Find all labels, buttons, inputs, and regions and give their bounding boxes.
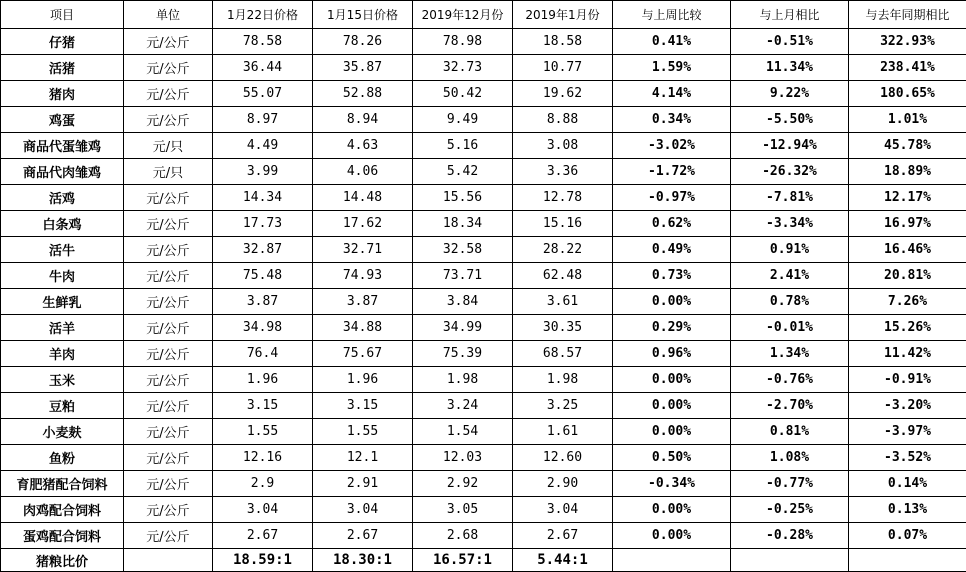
price-jan-2019-cell: 68.57 [513,341,613,367]
week-change-cell: 0.41% [613,29,731,55]
price-jan-2019-cell: 1.61 [513,419,613,445]
price-dec-2019-cell: 75.39 [413,341,513,367]
month-change-cell: 1.08% [731,445,849,471]
price-jan-2019-cell: 15.16 [513,211,613,237]
price-jan15-cell: 4.06 [313,159,413,185]
unit-cell: 元/公斤 [124,419,213,445]
price-dec-2019-cell: 73.71 [413,263,513,289]
year-change-cell: 322.93% [849,29,966,55]
price-jan15-cell: 12.1 [313,445,413,471]
unit-cell: 元/公斤 [124,367,213,393]
month-change-cell: 0.78% [731,289,849,315]
month-change-cell: -0.76% [731,367,849,393]
price-jan-2019-cell: 1.98 [513,367,613,393]
price-dec-2019-cell: 34.99 [413,315,513,341]
ratio-value: 5.44:1 [513,549,613,572]
item-name: 活鸡 [1,185,124,211]
price-dec-2019-cell: 1.54 [413,419,513,445]
year-change-cell: 12.17% [849,185,966,211]
price-jan-2019-cell: 30.35 [513,315,613,341]
price-jan15-cell: 1.96 [313,367,413,393]
month-change-cell: 11.34% [731,55,849,81]
price-jan15-cell: 75.67 [313,341,413,367]
hog-grain-ratio-row [1,549,966,572]
month-change-cell: -26.32% [731,159,849,185]
price-jan15-cell: 3.04 [313,497,413,523]
table-row [1,263,966,289]
ratio-value: 18.59:1 [213,549,313,572]
month-change-cell: -7.81% [731,185,849,211]
ratio-empty-cell [124,549,213,572]
month-change-cell: -0.28% [731,523,849,549]
unit-cell: 元/公斤 [124,81,213,107]
price-jan22-cell: 3.04 [213,497,313,523]
unit-cell: 元/只 [124,159,213,185]
unit-cell: 元/公斤 [124,263,213,289]
week-change-cell: -0.34% [613,471,731,497]
price-jan-2019-cell: 3.36 [513,159,613,185]
price-jan22-cell: 3.15 [213,393,313,419]
header-jan-2019: 2019年1月份 [513,1,613,29]
price-jan22-cell: 4.49 [213,133,313,159]
unit-cell: 元/公斤 [124,523,213,549]
price-dec-2019-cell: 3.84 [413,289,513,315]
price-jan22-cell: 55.07 [213,81,313,107]
price-jan22-cell: 3.87 [213,289,313,315]
ratio-label: 猪粮比价 [1,549,124,572]
week-change-cell: 0.29% [613,315,731,341]
price-jan22-cell: 17.73 [213,211,313,237]
year-change-cell: 16.46% [849,237,966,263]
header-price-jan22: 1月22日价格 [213,1,313,29]
month-change-cell: -0.01% [731,315,849,341]
price-dec-2019-cell: 18.34 [413,211,513,237]
price-dec-2019-cell: 12.03 [413,445,513,471]
item-name: 豆粕 [1,393,124,419]
price-jan22-cell: 1.55 [213,419,313,445]
item-name: 鸡蛋 [1,107,124,133]
table-row [1,107,966,133]
year-change-cell: -3.97% [849,419,966,445]
price-jan22-cell: 2.9 [213,471,313,497]
table-row [1,55,966,81]
year-change-cell: 180.65% [849,81,966,107]
month-change-cell: -0.77% [731,471,849,497]
price-jan15-cell: 14.48 [313,185,413,211]
table-row [1,315,966,341]
item-name: 活羊 [1,315,124,341]
item-name: 活牛 [1,237,124,263]
month-change-cell: -0.51% [731,29,849,55]
price-jan-2019-cell: 8.88 [513,107,613,133]
month-change-cell: -5.50% [731,107,849,133]
price-jan-2019-cell: 3.08 [513,133,613,159]
price-jan22-cell: 75.48 [213,263,313,289]
price-jan-2019-cell: 3.25 [513,393,613,419]
unit-cell: 元/公斤 [124,471,213,497]
price-jan22-cell: 14.34 [213,185,313,211]
item-name: 活猪 [1,55,124,81]
price-jan-2019-cell: 12.60 [513,445,613,471]
price-dec-2019-cell: 2.92 [413,471,513,497]
week-change-cell: -0.97% [613,185,731,211]
week-change-cell: -3.02% [613,133,731,159]
item-name: 生鲜乳 [1,289,124,315]
unit-cell: 元/公斤 [124,211,213,237]
week-change-cell: 0.49% [613,237,731,263]
year-change-cell: 18.89% [849,159,966,185]
table-row [1,367,966,393]
year-change-cell: 238.41% [849,55,966,81]
price-jan-2019-cell: 10.77 [513,55,613,81]
year-change-cell: 0.13% [849,497,966,523]
month-change-cell: 0.91% [731,237,849,263]
unit-cell: 元/公斤 [124,445,213,471]
price-jan-2019-cell: 2.90 [513,471,613,497]
week-change-cell: 0.34% [613,107,731,133]
year-change-cell: -3.20% [849,393,966,419]
item-name: 玉米 [1,367,124,393]
item-name: 仔猪 [1,29,124,55]
table-row [1,211,966,237]
table-row [1,471,966,497]
price-dec-2019-cell: 9.49 [413,107,513,133]
item-name: 商品代肉雏鸡 [1,159,124,185]
price-jan15-cell: 8.94 [313,107,413,133]
table-row [1,419,966,445]
price-jan-2019-cell: 18.58 [513,29,613,55]
price-jan15-cell: 52.88 [313,81,413,107]
price-jan-2019-cell: 19.62 [513,81,613,107]
unit-cell: 元/公斤 [124,393,213,419]
price-jan-2019-cell: 2.67 [513,523,613,549]
header-item: 项目 [1,1,124,29]
price-jan22-cell: 76.4 [213,341,313,367]
unit-cell: 元/公斤 [124,341,213,367]
header-price-jan15: 1月15日价格 [313,1,413,29]
unit-cell: 元/公斤 [124,185,213,211]
month-change-cell: 2.41% [731,263,849,289]
price-jan-2019-cell: 28.22 [513,237,613,263]
table-row [1,237,966,263]
header-dec-2019: 2019年12月份 [413,1,513,29]
table-row [1,133,966,159]
week-change-cell: 0.00% [613,523,731,549]
year-change-cell: 0.07% [849,523,966,549]
unit-cell: 元/公斤 [124,497,213,523]
ratio-value: 18.30:1 [313,549,413,572]
year-change-cell: 1.01% [849,107,966,133]
price-dec-2019-cell: 1.98 [413,367,513,393]
item-name: 白条鸡 [1,211,124,237]
unit-cell: 元/公斤 [124,289,213,315]
price-jan15-cell: 17.62 [313,211,413,237]
price-jan15-cell: 35.87 [313,55,413,81]
price-dec-2019-cell: 78.98 [413,29,513,55]
year-change-cell: -0.91% [849,367,966,393]
month-change-cell: -0.25% [731,497,849,523]
item-name: 育肥猪配合饲料 [1,471,124,497]
price-jan22-cell: 34.98 [213,315,313,341]
ratio-empty-cell [731,549,849,572]
item-name: 商品代蛋雏鸡 [1,133,124,159]
table-row [1,289,966,315]
week-change-cell: -1.72% [613,159,731,185]
price-dec-2019-cell: 5.16 [413,133,513,159]
unit-cell: 元/公斤 [124,107,213,133]
year-change-cell: 16.97% [849,211,966,237]
item-name: 蛋鸡配合饲料 [1,523,124,549]
header-unit: 单位 [124,1,213,29]
year-change-cell: 0.14% [849,471,966,497]
header-row [1,1,966,29]
week-change-cell: 4.14% [613,81,731,107]
table-row [1,341,966,367]
price-dec-2019-cell: 2.68 [413,523,513,549]
item-name: 鱼粉 [1,445,124,471]
price-jan15-cell: 32.71 [313,237,413,263]
price-jan22-cell: 8.97 [213,107,313,133]
price-dec-2019-cell: 3.05 [413,497,513,523]
price-dec-2019-cell: 3.24 [413,393,513,419]
price-jan22-cell: 1.96 [213,367,313,393]
header-week-change: 与上周比较 [613,1,731,29]
price-jan22-cell: 36.44 [213,55,313,81]
item-name: 牛肉 [1,263,124,289]
ratio-empty-cell [849,549,966,572]
item-name: 小麦麸 [1,419,124,445]
week-change-cell: 0.50% [613,445,731,471]
table-body [1,29,966,549]
week-change-cell: 0.00% [613,367,731,393]
unit-cell: 元/只 [124,133,213,159]
price-jan15-cell: 2.91 [313,471,413,497]
price-jan15-cell: 2.67 [313,523,413,549]
item-name: 猪肉 [1,81,124,107]
table-row [1,523,966,549]
price-jan22-cell: 2.67 [213,523,313,549]
week-change-cell: 0.73% [613,263,731,289]
year-change-cell: 45.78% [849,133,966,159]
month-change-cell: -3.34% [731,211,849,237]
year-change-cell: 11.42% [849,341,966,367]
unit-cell: 元/公斤 [124,55,213,81]
price-jan15-cell: 78.26 [313,29,413,55]
month-change-cell: 9.22% [731,81,849,107]
table-row [1,159,966,185]
header-month-change: 与上月相比 [731,1,849,29]
price-dec-2019-cell: 15.56 [413,185,513,211]
item-name: 肉鸡配合饲料 [1,497,124,523]
year-change-cell: 20.81% [849,263,966,289]
price-jan22-cell: 32.87 [213,237,313,263]
price-dec-2019-cell: 50.42 [413,81,513,107]
year-change-cell: 7.26% [849,289,966,315]
price-dec-2019-cell: 5.42 [413,159,513,185]
price-jan-2019-cell: 3.04 [513,497,613,523]
table-row [1,445,966,471]
price-dec-2019-cell: 32.73 [413,55,513,81]
week-change-cell: 0.00% [613,497,731,523]
price-jan15-cell: 3.15 [313,393,413,419]
price-jan15-cell: 74.93 [313,263,413,289]
week-change-cell: 0.62% [613,211,731,237]
week-change-cell: 0.00% [613,419,731,445]
price-jan-2019-cell: 3.61 [513,289,613,315]
table-row [1,497,966,523]
table-row [1,393,966,419]
header-year-change: 与去年同期相比 [849,1,966,29]
month-change-cell: 0.81% [731,419,849,445]
price-jan15-cell: 1.55 [313,419,413,445]
ratio-empty-cell [613,549,731,572]
unit-cell: 元/公斤 [124,29,213,55]
week-change-cell: 0.00% [613,393,731,419]
price-dec-2019-cell: 32.58 [413,237,513,263]
table-row [1,29,966,55]
price-jan22-cell: 78.58 [213,29,313,55]
price-jan-2019-cell: 62.48 [513,263,613,289]
price-jan22-cell: 12.16 [213,445,313,471]
price-jan15-cell: 4.63 [313,133,413,159]
price-jan15-cell: 3.87 [313,289,413,315]
year-change-cell: -3.52% [849,445,966,471]
table-row [1,81,966,107]
year-change-cell: 15.26% [849,315,966,341]
month-change-cell: -2.70% [731,393,849,419]
unit-cell: 元/公斤 [124,315,213,341]
price-jan-2019-cell: 12.78 [513,185,613,211]
price-jan15-cell: 34.88 [313,315,413,341]
week-change-cell: 0.96% [613,341,731,367]
month-change-cell: -12.94% [731,133,849,159]
week-change-cell: 0.00% [613,289,731,315]
unit-cell: 元/公斤 [124,237,213,263]
price-jan22-cell: 3.99 [213,159,313,185]
ratio-value: 16.57:1 [413,549,513,572]
week-change-cell: 1.59% [613,55,731,81]
item-name: 羊肉 [1,341,124,367]
month-change-cell: 1.34% [731,341,849,367]
table-row [1,185,966,211]
